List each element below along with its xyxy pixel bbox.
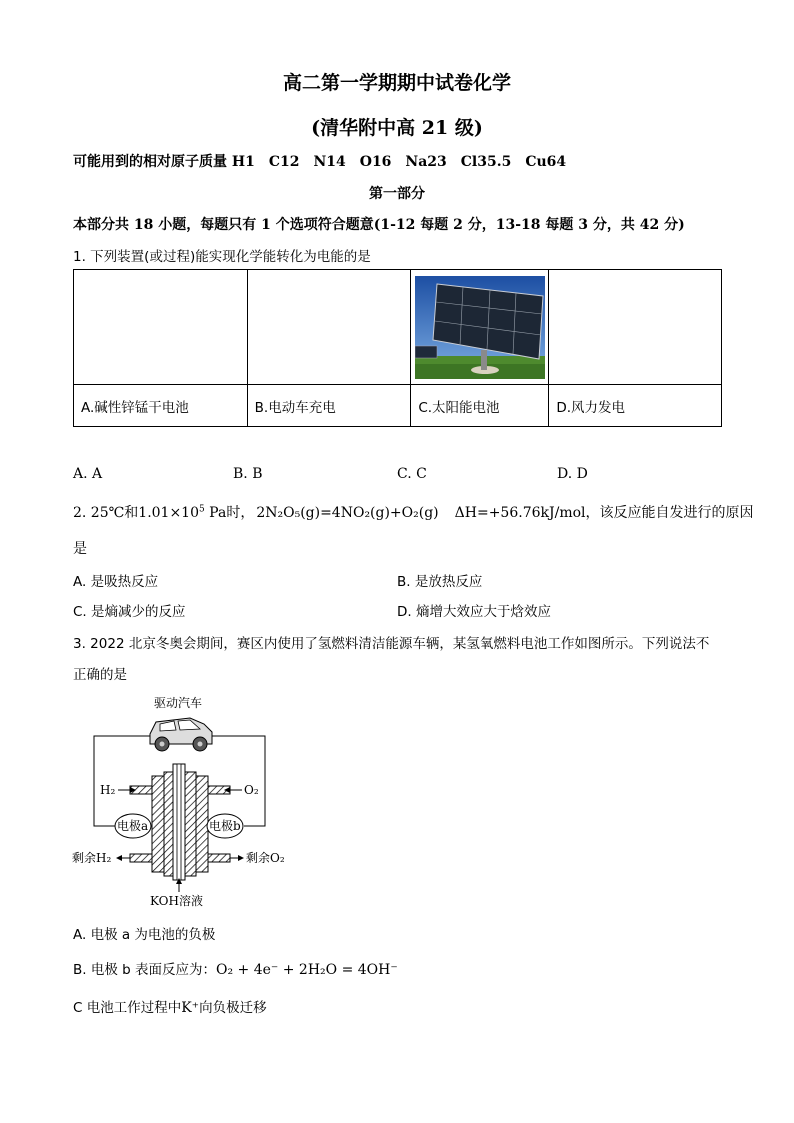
solar-panel-photo — [415, 276, 545, 379]
section-name: 第一部分 — [369, 186, 425, 202]
q1-cell-a-label: A.碱性锌锰干电池 — [74, 385, 248, 427]
section-instruction: 本部分共 18 小题，每题只有 1 个选项符合题意(1-12 每题 2 分，13-18 每题 3 分，共 42 分) — [73, 217, 685, 233]
q2-option-d[interactable]: D. 熵增大效应大于焓效应 — [397, 604, 551, 620]
q2-stem-prefix: 2. 25℃和1.01×10 — [73, 505, 199, 521]
q3-option-c-ion: K⁺ — [181, 1000, 200, 1016]
q1-option-d[interactable]: D. D — [557, 466, 588, 482]
q3-option-b-prefix: B. 电极 b 表面反应为： — [73, 962, 216, 978]
q1-stem: 1. 下列装置(或过程)能实现化学能转化为电能的是 — [73, 249, 371, 265]
h2-outlet-label: 剩余H₂ — [72, 851, 112, 865]
q2-option-a[interactable]: A. 是吸热反应 — [73, 574, 159, 590]
q2-option-c[interactable]: C. 是熵减少的反应 — [73, 604, 186, 620]
page-title: 高二第一学期期中试卷化学 — [282, 72, 511, 94]
o2-inlet-label: O₂ — [244, 783, 259, 797]
q3-option-b[interactable] — [73, 958, 398, 978]
h2-inlet-label: H₂ — [100, 783, 116, 797]
q2-option-b[interactable]: B. 是放热反应 — [397, 574, 483, 590]
q3-stem-line2: 正确的是 — [73, 667, 127, 683]
q3-option-c[interactable] — [73, 996, 267, 1016]
q3-stem-line1: 3. 2022 北京冬奥会期间，赛区内使用了氢燃料清洁能源车辆，某氢氧燃料电池工作如图所示。下列说法不 — [73, 636, 710, 652]
q3-option-c-suffix: 向负极迁移 — [199, 1000, 267, 1016]
atomic-mass-line: 可能用到的相对原子质量 H1 C12 N14 O16 Na23 Cl35.5 Cu64 — [73, 154, 567, 170]
q1-cell-d-image — [549, 270, 722, 385]
q3-option-c-prefix: C 电池工作过程中 — [73, 1000, 182, 1016]
electrode-b-label: 电极b — [209, 819, 241, 833]
q2-stem — [73, 502, 754, 522]
car-icon — [150, 718, 212, 751]
diagram-car-label: 驱动汽车 — [154, 696, 203, 710]
q1-cell-b-label: B.电动车充电 — [247, 385, 411, 427]
fuel-cell-diagram — [70, 692, 300, 910]
q2-stem-exponent: 5 — [199, 504, 205, 515]
electrode-a-plate — [152, 776, 164, 872]
q1-cell-d-label: D.风力发电 — [549, 385, 722, 427]
q1-option-a[interactable]: A. A — [73, 466, 103, 482]
q1-cell-b-image — [247, 270, 411, 385]
q1-option-b[interactable]: B. B — [233, 466, 263, 482]
q2-stem-suffix: ，该反应能自发进行的原因 — [585, 505, 754, 521]
q1-cell-a-image — [74, 270, 248, 385]
electrolyte-label: KOH溶液 — [150, 894, 203, 908]
q3-option-a[interactable]: A. 电极 a 为电池的负极 — [73, 927, 216, 943]
electrode-a-label: 电极a — [117, 819, 149, 833]
q3-option-b-equation: O₂ + 4e⁻ + 2H₂O = 4OH⁻ — [216, 962, 398, 978]
q2-equation: 2N₂O₅(g)=4NO₂(g)+O₂(g) — [256, 505, 439, 521]
q2-stem-mid: Pa时， — [204, 505, 255, 521]
q1-cell-c-label: C.太阳能电池 — [411, 385, 549, 427]
electrode-b-plate — [196, 776, 208, 872]
q1-option-c[interactable]: C. C — [397, 466, 427, 482]
q1-table — [73, 269, 722, 427]
o2-outlet-label: 剩余O₂ — [246, 851, 285, 865]
page-subtitle: (清华附中高 21 级) — [311, 117, 483, 139]
q1-cell-c-image — [411, 270, 549, 385]
q2-enthalpy: ΔH=+56.76kJ/mol — [454, 505, 586, 521]
q2-stem-line2: 是 — [73, 541, 87, 557]
